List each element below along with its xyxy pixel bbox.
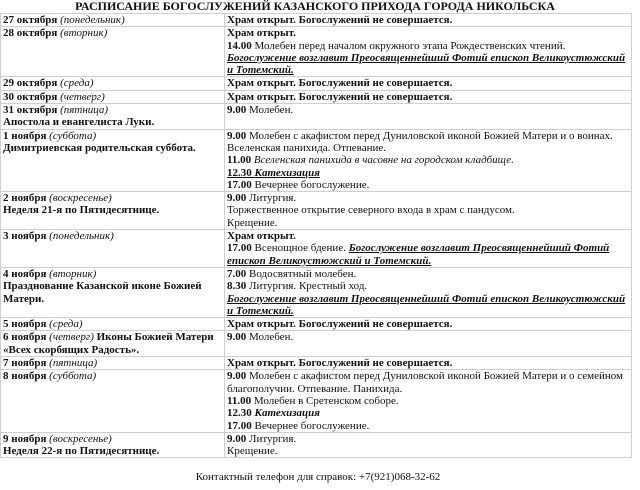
text-segment: (воскресенье) <box>49 432 112 445</box>
text-segment: (понедельник) <box>49 230 114 243</box>
text-segment: 4 ноября <box>3 267 50 280</box>
line <box>227 217 629 229</box>
text-segment: (среда) <box>60 77 94 90</box>
schedule-row <box>1 192 632 230</box>
schedule-table <box>0 13 632 458</box>
text-segment: Всенощное бдение. <box>251 242 349 255</box>
line <box>227 192 629 204</box>
text-segment: 11.00 <box>227 154 254 167</box>
date-cell <box>1 432 225 458</box>
text-segment: Катехизация <box>254 166 320 179</box>
services-cell <box>225 267 632 317</box>
line <box>3 318 222 330</box>
line <box>3 357 222 369</box>
text-segment: 2 ноября <box>3 192 50 205</box>
text-segment: (четверг) <box>60 90 105 103</box>
line <box>3 104 222 116</box>
services-cell <box>225 370 632 432</box>
text-segment: 17.00 <box>227 178 252 191</box>
text-segment: Молебен. <box>246 331 294 344</box>
date-cell <box>1 77 225 90</box>
text-segment: Литургия. <box>246 432 297 445</box>
date-cell <box>1 129 225 191</box>
services-cell <box>225 90 632 103</box>
services-cell <box>225 432 632 458</box>
line <box>3 370 222 382</box>
line <box>227 179 629 191</box>
schedule-row <box>1 77 632 90</box>
text-segment: 9.00 <box>227 331 247 344</box>
line <box>227 318 629 330</box>
text-segment: 3 ноября <box>3 230 50 243</box>
text-segment: Водосвятный молебен. <box>246 267 357 280</box>
text-segment: (четверг) <box>49 331 94 344</box>
text-segment: 9.00 <box>227 192 247 205</box>
line <box>227 395 629 407</box>
contact-phone: Контактный телефон для справок: +7(921)068-32-62 <box>195 471 441 484</box>
schedule-row <box>1 104 632 130</box>
text-segment: (вторник) <box>60 27 108 40</box>
date-cell <box>1 90 225 103</box>
line <box>227 154 629 166</box>
line <box>227 40 629 77</box>
line <box>227 14 629 26</box>
line <box>227 280 629 292</box>
text-segment: 9.00 <box>227 432 247 445</box>
services-cell <box>225 230 632 268</box>
text-segment: (пятница) <box>49 357 98 370</box>
line <box>3 77 222 89</box>
text-segment: Молебен в Сретенском соборе. <box>251 394 399 407</box>
date-cell <box>1 318 225 331</box>
text-segment: 12.30 <box>227 407 255 420</box>
text-segment: Богослужение возглавит Преосвященнейший Фотий епископ Великоустюжский и Тотемский. <box>227 292 626 317</box>
line <box>3 142 222 154</box>
line <box>227 77 629 89</box>
line <box>227 142 629 154</box>
line <box>3 445 222 457</box>
text-segment: 14.00 <box>227 39 252 52</box>
text-segment: 9 ноября <box>3 432 50 445</box>
services-cell <box>225 104 632 130</box>
text-segment: 28 октября <box>3 27 61 40</box>
text-segment: (воскресенье) <box>49 192 112 205</box>
text-segment: Торжественное открытие северного входа в храм с пандусом. <box>227 204 515 217</box>
text-segment: Молебен с акафистом перед Дуниловской иконой Божией Матери и о семейном благополучии. Отпевание. Панихида. <box>227 370 623 395</box>
line <box>3 27 222 39</box>
services-cell <box>225 318 632 331</box>
schedule-row <box>1 27 632 77</box>
line <box>227 445 629 457</box>
date-cell <box>1 27 225 77</box>
text-segment: 12.30 <box>227 166 255 179</box>
text-segment: (суббота) <box>49 129 97 142</box>
line <box>3 331 222 356</box>
date-cell <box>1 267 225 317</box>
schedule-row <box>1 90 632 103</box>
text-segment: 17.00 <box>227 419 252 432</box>
line <box>227 433 629 445</box>
text-segment: 1 ноября <box>3 129 50 142</box>
schedule-row <box>1 129 632 191</box>
line <box>227 357 629 369</box>
text-segment: 27 октября <box>3 14 61 26</box>
date-cell <box>1 230 225 268</box>
date-cell <box>1 370 225 432</box>
text-segment: Крещение. <box>227 216 278 229</box>
text-segment: 7 ноября <box>3 357 50 370</box>
text-segment: Крещение. <box>227 445 278 458</box>
line <box>3 204 222 216</box>
line <box>227 331 629 343</box>
line <box>227 167 629 179</box>
text-segment: (среда) <box>49 318 83 331</box>
text-segment: 9.00 <box>227 370 247 383</box>
date-cell <box>1 357 225 370</box>
line <box>3 130 222 142</box>
line <box>227 104 629 116</box>
page-title: РАСПИСАНИЕ БОГОСЛУЖЕНИЙ КАЗАНСКОГО ПРИХОДА ГОРОДА НИКОЛЬСКА <box>75 0 555 13</box>
text-segment: Литургия. Крестный ход. <box>246 280 368 293</box>
text-segment: Храм открыт. Богослужений не совершается. <box>227 318 453 331</box>
text-segment: 8.30 <box>227 280 247 293</box>
line <box>3 280 222 305</box>
text-segment: Храм открыт. Богослужений не совершается. <box>227 14 453 26</box>
text-segment: 6 ноября <box>3 331 50 344</box>
services-cell <box>225 192 632 230</box>
text-segment: Храм открыт. <box>227 27 296 40</box>
line <box>3 268 222 280</box>
text-segment: Неделя 21-я по Пятидесятнице. <box>3 204 160 217</box>
line <box>227 91 629 103</box>
schedule-row <box>1 14 632 27</box>
text-segment: 31 октября <box>3 104 61 117</box>
services-cell <box>225 129 632 191</box>
text-segment: Апостола и евангелиста Луки. <box>3 116 155 129</box>
text-segment: Димитриевская родительская суббота. <box>3 141 196 154</box>
line <box>227 268 629 280</box>
line <box>227 130 629 142</box>
line <box>227 420 629 432</box>
services-cell <box>225 331 632 357</box>
text-segment: 11.00 <box>227 394 252 407</box>
line <box>227 204 629 216</box>
services-cell <box>225 14 632 27</box>
text-segment: 17.00 <box>227 242 252 255</box>
text-segment: 30 октября <box>3 90 61 103</box>
text-segment: Храм открыт. Богослужений не совершается. <box>227 77 453 90</box>
text-segment: Богослужение возглавит Преосвященнейший Фотий епископ Великоустюжский и Тотемский. <box>227 242 610 267</box>
schedule-row <box>1 331 632 357</box>
services-cell <box>225 77 632 90</box>
date-cell <box>1 192 225 230</box>
schedule-row <box>1 318 632 331</box>
line <box>3 116 222 128</box>
text-segment: 9.00 <box>227 104 247 117</box>
line <box>227 293 629 318</box>
text-segment: 8 ноября <box>3 370 50 383</box>
text-segment: Богослужение возглавит Преосвященнейший Фотий епископ Великоустюжский и Тотемский. <box>227 51 626 77</box>
text-segment: Литургия. <box>246 192 297 205</box>
date-cell <box>1 14 225 27</box>
text-segment: Храм открыт. Богослужений не совершается. <box>227 90 453 103</box>
text-segment: Вселенская панихида. Отпевание. <box>227 141 387 154</box>
schedule-row <box>1 370 632 432</box>
line <box>3 14 222 26</box>
line <box>227 27 629 39</box>
text-segment: Храм открыт. Богослужений не совершается. <box>227 357 453 370</box>
text-segment: Иконы Божией Матери «Всех скорбящих Радость». <box>3 331 214 356</box>
text-segment: 29 октября <box>3 77 61 90</box>
text-segment: Празднование Казанской иконе Божией Матери. <box>3 280 202 305</box>
services-cell <box>225 27 632 77</box>
line <box>3 433 222 445</box>
text-segment: (вторник) <box>49 267 97 280</box>
schedule-row <box>1 357 632 370</box>
text-segment: Вечернее богослужение. <box>251 419 370 432</box>
text-segment: 5 ноября <box>3 318 50 331</box>
services-cell <box>225 357 632 370</box>
text-segment: (пятница) <box>60 104 109 117</box>
text-segment: Катехизация <box>254 407 320 420</box>
line <box>227 230 629 242</box>
text-segment: Вселенская панихида в часовне на городском кладбище. <box>253 154 514 167</box>
schedule-row <box>1 267 632 317</box>
line <box>3 192 222 204</box>
text-segment: Молебен перед началом окружного этапа Рождественских чтений. <box>251 39 566 52</box>
line <box>227 370 629 395</box>
line <box>227 407 629 419</box>
text-segment: Храм открыт. <box>227 230 296 243</box>
schedule-row <box>1 432 632 458</box>
text-segment: Вечернее богослужение. <box>251 178 370 191</box>
text-segment: Молебен с акафистом перед Дуниловской иконой Божией Матери и о воинах. <box>246 129 613 142</box>
text-segment: (суббота) <box>49 370 97 383</box>
text-segment: 9.00 <box>227 129 247 142</box>
text-segment: Молебен. <box>246 104 294 117</box>
schedule-row <box>1 230 632 268</box>
line <box>3 91 222 103</box>
text-segment: 7.00 <box>227 267 247 280</box>
text-segment: Неделя 22-я по Пятидесятнице. <box>3 445 160 458</box>
text-segment: (понедельник) <box>60 14 125 26</box>
line <box>3 230 222 242</box>
date-cell <box>1 331 225 357</box>
line <box>227 242 629 267</box>
date-cell <box>1 104 225 130</box>
